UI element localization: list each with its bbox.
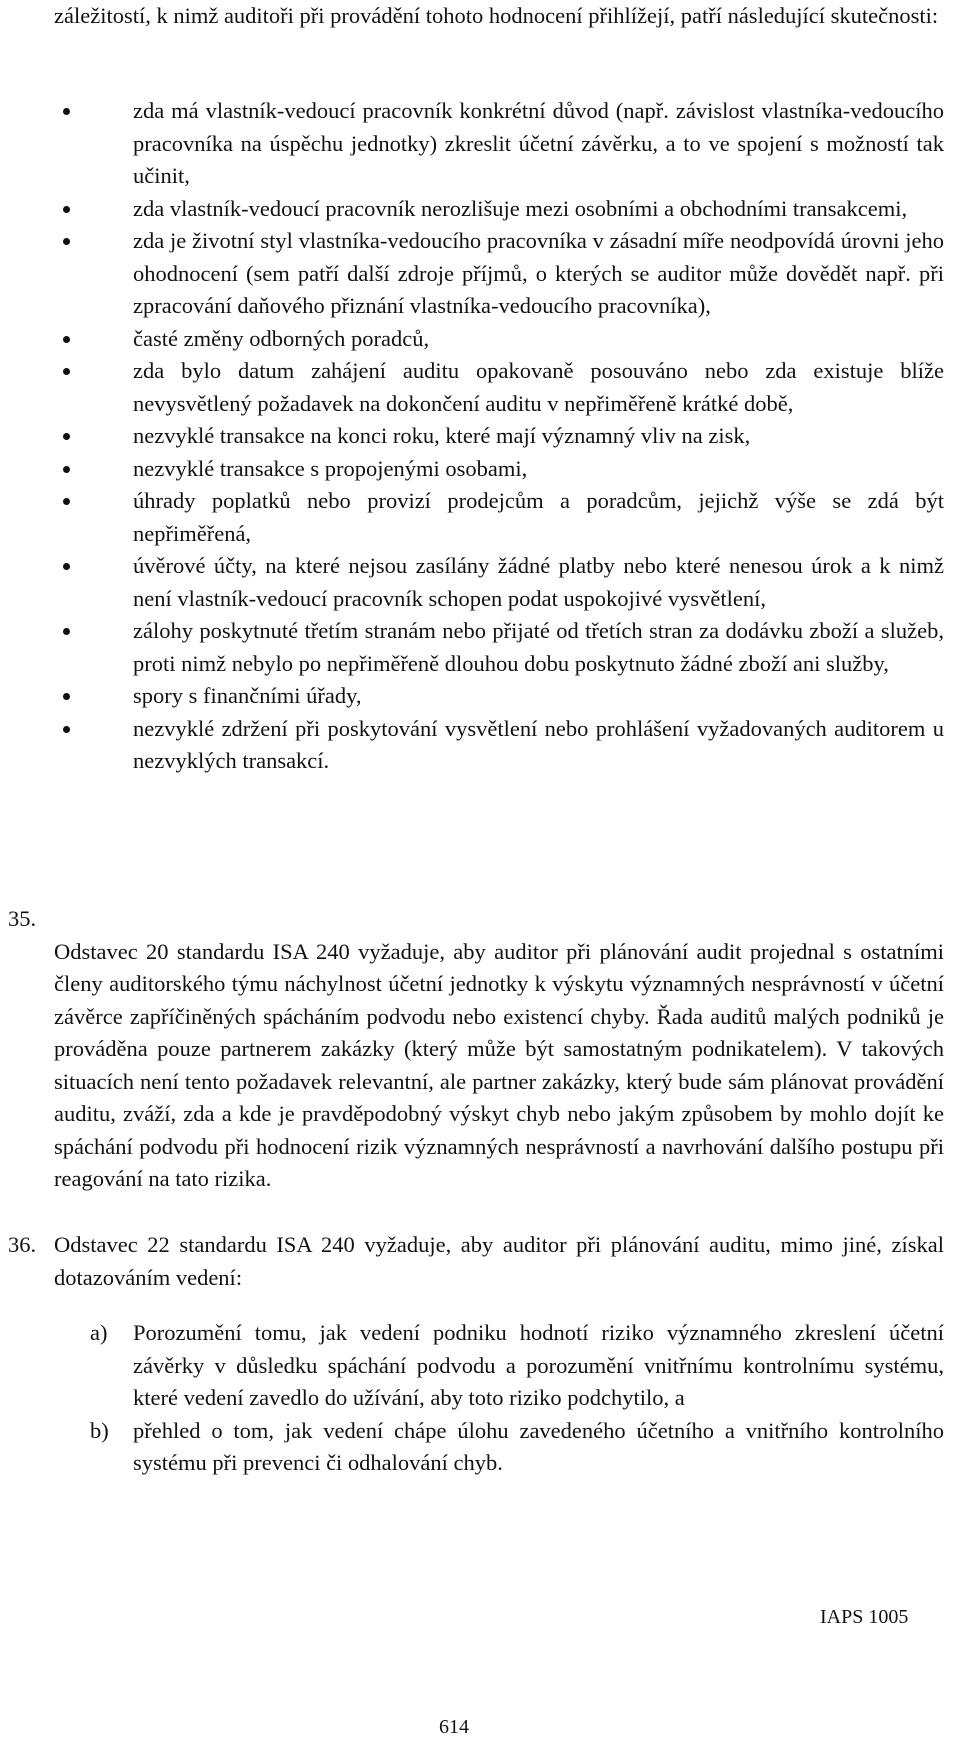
bullet-icon (63, 108, 70, 115)
paragraph-36 (0, 1229, 944, 1294)
list-item-text: nezvyklé transakce na konci roku, které mají významný vliv na zisk, (133, 423, 751, 448)
list-item-text: zálohy poskytnuté třetím stranám nebo přijaté od třetích stran za dodávku zboží a služeb, proti nimž nebylo po nepřiměřeně dlouhou dobu poskytnuto žádné zboží ani služby, (133, 618, 944, 676)
bullet-icon (63, 466, 70, 473)
bullet-icon (63, 693, 70, 700)
bullet-icon (63, 563, 70, 570)
list-item-text: spory s finančními úřady, (133, 683, 362, 708)
item-text: přehled o tom, jak vedení chápe úlohu zavedeného účetního a vnitřního kontrolního systému při prevenci či odhalování chyb. (133, 1417, 944, 1475)
list-item-text: zda má vlastník-vedoucí pracovník konkrétní důvod (např. závislost vlastníka-vedoucího pracovníka na úspěchu jednotky) zkreslit účetní závěrku, a to ve spojení s možností tak učinit, (133, 98, 944, 188)
list-item (0, 95, 960, 193)
paragraph-35 (0, 903, 944, 1196)
paragraph-number: 35. (8, 906, 37, 931)
item-label: a) (90, 1320, 108, 1345)
list-item (0, 453, 960, 486)
risk-factor-list (0, 95, 960, 778)
paragraph-text: Odstavec 22 standardu ISA 240 vyžaduje, aby auditor při plánování auditu, mimo jiné, získal dotazováním vedení: (54, 1232, 944, 1290)
list-item-text: zda je životní styl vlastníka-vedoucího pracovníka v zásadní míře neodpovídá úrovni jeho ohodnocení (sem patří další zdroje příjmů, o kterých se auditor může dovědět např. při zpracování daňového přiznání vlastníka-vedoucího pracovníka), (133, 228, 944, 318)
list-item (0, 550, 960, 615)
bullet-icon (63, 628, 70, 635)
sub-list-item (0, 1317, 960, 1415)
bullet-icon (63, 238, 70, 245)
list-item-text: časté změny odborných poradců, (133, 325, 430, 351)
list-item (0, 355, 960, 420)
list-item (0, 420, 960, 453)
list-item (0, 485, 960, 550)
sub-list-item (0, 1415, 960, 1480)
list-item (0, 225, 960, 323)
list-item (0, 193, 960, 226)
bullet-icon (63, 498, 70, 505)
list-item (0, 680, 960, 713)
list-item-text: nezvyklé transakce s propojenými osobami, (133, 455, 528, 481)
list-item-text: úhrady poplatků nebo provizí prodejcům a poradcům, jejichž výše se zdá být nepřiměřená, (133, 488, 944, 546)
list-item (0, 323, 960, 356)
list-item (0, 615, 960, 680)
paragraph-text: Odstavec 20 standardu ISA 240 vyžaduje, aby auditor při plánování audit projednal s ostatními členy auditorského týmu náchylnost účetní jednotky k výskytu významných nesprávností v účetní závěrce zapříčiněných spácháním podvodu nebo existencí chyby. Řada auditů malých podniků je prováděna pouze partnerem zakázky (který může být samostatným podnikatelem). V takových situacích není tento požadavek relevantní, ale partner zakázky, který bude sám plánovat provádění auditu, zváží, zda a kde je pravděpodobný výskyt chyb nebo jakým způsobem by mohlo dojít ke spáchání podvodu při hodnocení rizik významných nesprávností a navrhování dalšího postupu při reagování na tato rizika. (54, 938, 944, 1191)
intro-paragraph: záležitostí, k nimž auditoři při provádění tohoto hodnocení přihlížejí, patří následující skutečnosti: (54, 3, 939, 28)
page-number: 614 (439, 1716, 469, 1738)
list-item-text: zda bylo datum zahájení auditu opakovaně posouváno nebo zda existuje blíže nevysvětlený požadavek na dokončení auditu v nepřiměřeně krátké době, (133, 358, 944, 416)
list-item-text: nezvyklé zdržení při poskytování vysvětlení nebo prohlášení vyžadovaných auditorem u nezvyklých transakcí. (133, 715, 944, 773)
item-label: b) (90, 1417, 109, 1443)
document-code: IAPS 1005 (820, 1606, 909, 1628)
bullet-icon (63, 336, 70, 343)
list-item-text: úvěrové účty, na které nejsou zasílány žádné platby nebo které nenesou úrok a k nimž není vlastník-vedoucí pracovník schopen podat uspokojivé vysvětlení, (133, 553, 944, 611)
list-item (0, 713, 960, 778)
bullet-icon (63, 206, 70, 213)
bullet-icon (63, 726, 70, 733)
bullet-icon (63, 368, 70, 375)
bullet-icon (63, 433, 70, 440)
list-item-text: zda vlastník-vedoucí pracovník nerozlišuje mezi osobními a obchodními transakcemi, (133, 195, 908, 221)
paragraph-36-items (0, 1317, 960, 1480)
item-text: Porozumění tomu, jak vedení podniku hodnotí riziko významného zkreslení účetní závěrky v důsledku spáchání podvodu a porozumění vnitřnímu kontrolnímu systému, které vedení zavedlo do užívání, aby toto riziko podchytilo, a (133, 1320, 944, 1410)
paragraph-number: 36. (8, 1232, 37, 1257)
